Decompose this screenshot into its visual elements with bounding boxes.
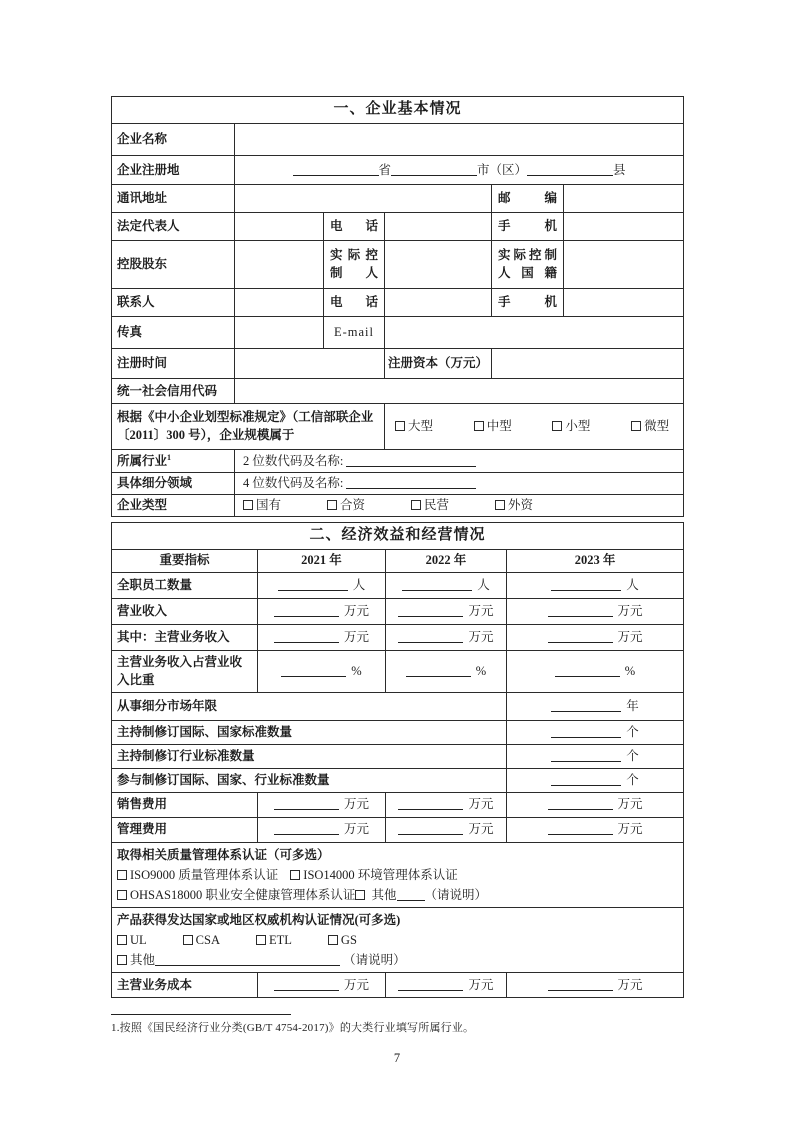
footnote-divider [111, 1014, 291, 1015]
unit-label: 万元 [617, 603, 643, 618]
industry-std-cell[interactable] [507, 744, 684, 768]
admin-expense-2023-cell[interactable] [507, 817, 684, 842]
controller-label: 实际控制人 [324, 240, 385, 288]
shareholder-label: 控股股东 [112, 240, 235, 288]
blank-line[interactable] [548, 978, 613, 991]
please-specify-note: （请说明） [424, 887, 488, 902]
industry-label-text: 所属行业 [117, 453, 168, 468]
checkbox-icon[interactable] [243, 500, 253, 510]
table-row [112, 792, 684, 817]
checkbox-icon[interactable] [552, 421, 562, 431]
intl-national-std-label: 主持制修订国际、国家标准数量 [112, 720, 507, 744]
blank-line[interactable] [548, 822, 613, 835]
blank-line[interactable] [548, 604, 613, 617]
product-option-label: CSA [195, 933, 220, 947]
sales-expense-2022-cell[interactable] [386, 792, 507, 817]
product-cert-cell [112, 907, 684, 972]
table-row [112, 240, 684, 288]
segment-years-label: 从事细分市场年限 [112, 692, 507, 720]
reg-time-label: 注册时间 [112, 348, 235, 378]
legal-rep-phone-label: 电话 [324, 212, 385, 240]
table-row [112, 123, 684, 155]
quality-option-iso14000[interactable] [290, 866, 458, 884]
product-option-label: ETL [269, 933, 292, 947]
checkbox-icon[interactable] [117, 870, 127, 880]
table-row [112, 768, 684, 792]
unit-label: 万元 [468, 603, 494, 618]
contact-mobile-label: 手机 [492, 288, 564, 316]
main-revenue-ratio-label: 主营业务收入占营业收入比重 [112, 650, 258, 692]
other-option-label: 其他 [371, 887, 397, 902]
scale-option-label: 大型 [408, 419, 434, 434]
table-row [112, 692, 684, 720]
reg-capital-input[interactable] [492, 348, 684, 378]
main-cost-2021-cell[interactable] [258, 973, 386, 998]
table-row [112, 907, 684, 972]
col-header-2023: 2023 年 [507, 549, 684, 572]
controller-nationality-label: 实际控制人国籍 [492, 240, 564, 288]
city-suffix: 市（区） [477, 162, 528, 177]
table-row [112, 624, 684, 650]
city-blank-line[interactable] [391, 163, 477, 176]
main-revenue-ratio-2022-cell[interactable] [386, 650, 507, 692]
scale-option-small[interactable] [552, 417, 590, 435]
unit-label: 人 [477, 577, 490, 592]
type-option-state-owned[interactable] [243, 496, 281, 514]
blank-line[interactable] [551, 725, 621, 738]
unit-label: 年 [626, 698, 639, 713]
blank-line[interactable] [398, 630, 463, 643]
table-row [112, 472, 684, 494]
county-suffix: 县 [613, 162, 626, 177]
unit-label: 万元 [468, 978, 494, 993]
blank-line[interactable] [551, 773, 621, 786]
checkbox-icon[interactable] [631, 421, 641, 431]
county-blank-line[interactable] [527, 163, 613, 176]
table-row [112, 817, 684, 842]
scale-option-label: 微型 [644, 419, 670, 434]
type-option-private[interactable] [411, 496, 449, 514]
company-name-input[interactable] [235, 123, 684, 155]
other-blank-line[interactable] [397, 888, 425, 901]
intl-national-std-cell[interactable] [507, 720, 684, 744]
product-option-label: GS [340, 933, 357, 947]
participate-std-cell[interactable] [507, 768, 684, 792]
page-number: 7 [393, 1051, 401, 1066]
quality-cert-cell [112, 842, 684, 907]
scale-option-medium[interactable] [474, 417, 512, 435]
legal-rep-input[interactable] [235, 212, 324, 240]
controller-nationality-input[interactable] [564, 240, 684, 288]
unit-label: % [624, 663, 636, 678]
blank-line[interactable] [406, 664, 471, 677]
checkbox-icon[interactable] [117, 890, 127, 900]
segment-code-blank-line[interactable] [346, 476, 476, 489]
col-header-2021: 2021 年 [258, 549, 386, 572]
sales-expense-label: 销售费用 [112, 792, 258, 817]
unit-label: % [351, 663, 362, 678]
product-option-etl[interactable] [256, 931, 292, 949]
contact-mobile-input[interactable] [564, 288, 684, 316]
unit-label: 万元 [343, 978, 369, 993]
main-revenue-label: 其中：主营业务收入 [112, 624, 258, 650]
industry-code-blank-line[interactable] [346, 454, 476, 467]
table-row [112, 720, 684, 744]
table-row [112, 572, 684, 598]
postcode-label: 邮编 [492, 184, 564, 212]
main-cost-2022-cell[interactable] [386, 973, 507, 998]
other-option-label: 其他 [130, 953, 156, 968]
blank-line[interactable] [548, 630, 613, 643]
checkbox-icon[interactable] [355, 890, 365, 900]
main-cost-label: 主营业务成本 [112, 973, 258, 998]
scale-option-label: 中型 [486, 419, 512, 434]
scale-options-cell [385, 403, 684, 449]
checkbox-icon[interactable] [256, 935, 266, 945]
unit-label: 万元 [617, 629, 643, 644]
revenue-2022-cell[interactable] [386, 598, 507, 624]
other-blank-line[interactable] [155, 953, 340, 966]
blank-line[interactable] [274, 797, 339, 810]
controller-input[interactable] [385, 240, 492, 288]
basic-info-table [111, 96, 684, 517]
checkbox-icon[interactable] [395, 421, 405, 431]
form-body [111, 96, 683, 1066]
sales-expense-2023-cell[interactable] [507, 792, 684, 817]
checkbox-icon[interactable] [117, 955, 127, 965]
contact-input[interactable] [235, 288, 324, 316]
employees-2021-cell[interactable] [258, 572, 386, 598]
table-row [112, 449, 684, 472]
admin-expense-2022-cell[interactable] [386, 817, 507, 842]
table-row [112, 598, 684, 624]
fax-label: 传真 [112, 316, 235, 348]
reg-time-input[interactable] [235, 348, 385, 378]
scale-option-large[interactable] [395, 417, 433, 435]
segment-years-cell[interactable] [507, 692, 684, 720]
postcode-input[interactable] [564, 184, 684, 212]
admin-expense-2021-cell[interactable] [258, 817, 386, 842]
col-header-indicator: 重要指标 [112, 549, 258, 572]
industry-std-label: 主持制修订行业标准数量 [112, 744, 507, 768]
table-row [112, 973, 684, 998]
unit-label: % [475, 663, 487, 678]
legal-rep-label: 法定代表人 [112, 212, 235, 240]
table-row [112, 378, 684, 403]
quality-option-label: ISO9000 质量管理体系认证 [130, 867, 279, 882]
scale-option-micro[interactable] [631, 417, 669, 435]
unit-label: 个 [626, 772, 639, 787]
quality-option-label: OHSAS18000 职业安全健康管理体系认证 [130, 887, 356, 902]
checkbox-icon[interactable] [117, 935, 127, 945]
type-option-label: 合资 [340, 498, 366, 513]
province-suffix: 省 [378, 162, 392, 177]
unit-label: 万元 [468, 797, 494, 812]
address-label: 通讯地址 [112, 184, 235, 212]
unit-label: 万元 [343, 822, 369, 837]
credit-code-label: 统一社会信用代码 [112, 378, 235, 403]
address-input[interactable] [235, 184, 492, 212]
col-header-2022: 2022 年 [386, 549, 507, 572]
unit-label: 人 [352, 577, 366, 592]
section2-title: 二、经济效益和经营情况 [112, 522, 684, 549]
revenue-label: 营业收入 [112, 598, 258, 624]
blank-line[interactable] [274, 630, 339, 643]
segment-label: 具体细分领域 [112, 472, 235, 494]
footnote [111, 1014, 683, 1035]
reg-place-cell [235, 155, 684, 184]
blank-line[interactable] [402, 578, 472, 591]
quality-cert-title: 取得相关质量管理体系认证（可多选） [117, 847, 330, 862]
legal-rep-phone-input[interactable] [385, 212, 492, 240]
reg-capital-label: 注册资本（万元） [385, 348, 492, 378]
table-row [112, 842, 684, 907]
company-name-label: 企业名称 [112, 123, 235, 155]
quality-option-label: ISO14000 环境管理体系认证 [303, 867, 458, 882]
reg-place-label: 企业注册地 [112, 155, 235, 184]
blank-line[interactable] [551, 578, 621, 591]
table-row [112, 744, 684, 768]
fax-input[interactable] [235, 316, 324, 348]
product-option-other[interactable] [117, 953, 155, 967]
blank-line[interactable] [551, 749, 621, 762]
blank-line[interactable] [274, 822, 339, 835]
type-option-foreign[interactable] [495, 496, 533, 514]
unit-label: 个 [626, 748, 639, 763]
footnote-marker: 1 [167, 452, 172, 462]
blank-line[interactable] [281, 664, 346, 677]
unit-label: 万元 [343, 629, 369, 644]
type-option-label: 国有 [256, 498, 282, 513]
table-row [112, 494, 684, 516]
province-blank-line[interactable] [293, 163, 379, 176]
company-type-label: 企业类型 [112, 494, 235, 516]
blank-line[interactable] [551, 699, 621, 712]
contact-phone-label: 电话 [324, 288, 385, 316]
unit-label: 万元 [617, 797, 643, 812]
unit-label: 万元 [468, 822, 494, 837]
main-revenue-2023-cell[interactable] [507, 624, 684, 650]
contact-label: 联系人 [112, 288, 235, 316]
quality-option-ohsas18000[interactable] [117, 888, 355, 902]
unit-label: 万元 [343, 797, 369, 812]
credit-code-input[interactable] [235, 378, 684, 403]
blank-line[interactable] [555, 664, 620, 677]
unit-label: 人 [626, 577, 639, 592]
product-cert-title: 产品获得发达国家或地区权威机构认证情况(可多选) [117, 912, 401, 927]
industry-code-prompt: 2 位数代码及名称: [243, 453, 344, 468]
section1-title: 一、企业基本情况 [112, 97, 684, 124]
unit-label: 万元 [343, 603, 369, 618]
industry-label [112, 449, 235, 472]
admin-expense-label: 管理费用 [112, 817, 258, 842]
blank-line[interactable] [274, 978, 339, 991]
shareholder-input[interactable] [235, 240, 324, 288]
product-option-csa[interactable] [183, 931, 220, 949]
legal-rep-mobile-input[interactable] [564, 212, 684, 240]
unit-label: 万元 [468, 629, 494, 644]
checkbox-icon[interactable] [290, 870, 300, 880]
main-revenue-ratio-2023-cell[interactable] [507, 650, 684, 692]
checkbox-icon[interactable] [474, 421, 484, 431]
contact-phone-input[interactable] [385, 288, 492, 316]
type-option-label: 民营 [424, 498, 450, 513]
checkbox-icon[interactable] [411, 500, 421, 510]
unit-label: 万元 [617, 822, 643, 837]
blank-line[interactable] [278, 578, 348, 591]
revenue-2021-cell[interactable] [258, 598, 386, 624]
email-label: E-mail [324, 316, 385, 348]
main-revenue-ratio-2021-cell[interactable] [258, 650, 386, 692]
table-row [112, 155, 684, 184]
quality-option-iso9000[interactable] [117, 866, 278, 884]
product-option-gs[interactable] [328, 931, 357, 949]
type-option-label: 外资 [508, 498, 534, 513]
table-row [112, 650, 684, 692]
blank-line[interactable] [398, 822, 463, 835]
employees-2023-cell[interactable] [507, 572, 684, 598]
legal-rep-mobile-label: 手机 [492, 212, 564, 240]
blank-line[interactable] [274, 604, 339, 617]
scale-question-label: 根据《中小企业划型标准规定》（工信部联企业〔2011〕300 号），企业规模属于 [112, 403, 385, 449]
revenue-2023-cell[interactable] [507, 598, 684, 624]
table-row [112, 316, 684, 348]
blank-line[interactable] [398, 604, 463, 617]
quality-option-other[interactable] [355, 888, 396, 902]
blank-line[interactable] [548, 797, 613, 810]
sales-expense-2021-cell[interactable] [258, 792, 386, 817]
table-row [112, 348, 684, 378]
economic-info-table [111, 522, 684, 999]
blank-line[interactable] [398, 797, 463, 810]
blank-line[interactable] [398, 978, 463, 991]
checkbox-icon[interactable] [328, 935, 338, 945]
employees-2022-cell[interactable] [386, 572, 507, 598]
table-header-row [112, 549, 684, 572]
table-row [112, 288, 684, 316]
product-option-label: UL [130, 933, 147, 947]
scale-option-label: 小型 [565, 419, 591, 434]
segment-code-prompt: 4 位数代码及名称: [243, 476, 344, 491]
checkbox-icon[interactable] [495, 500, 505, 510]
industry-code-cell [235, 449, 684, 472]
type-option-joint-venture[interactable] [327, 496, 365, 514]
checkbox-icon[interactable] [327, 500, 337, 510]
main-cost-2023-cell[interactable] [507, 973, 684, 998]
main-revenue-2021-cell[interactable] [258, 624, 386, 650]
table-row [112, 184, 684, 212]
unit-label: 万元 [617, 978, 643, 993]
participate-std-label: 参与制修订国际、国家、行业标准数量 [112, 768, 507, 792]
main-revenue-2022-cell[interactable] [386, 624, 507, 650]
email-input[interactable] [385, 316, 684, 348]
table-row [112, 403, 684, 449]
employees-label: 全职员工数量 [112, 572, 258, 598]
product-option-ul[interactable] [117, 931, 147, 949]
please-specify-note: （请说明） [343, 953, 406, 968]
checkbox-icon[interactable] [183, 935, 193, 945]
unit-label: 个 [626, 724, 639, 739]
footnote-text: 1.按照《国民经济行业分类(GB/T 4754-2017)》的大类行业填写所属行业。 [111, 1022, 475, 1035]
segment-code-cell [235, 472, 684, 494]
type-options-cell [235, 494, 684, 516]
table-row [112, 212, 684, 240]
